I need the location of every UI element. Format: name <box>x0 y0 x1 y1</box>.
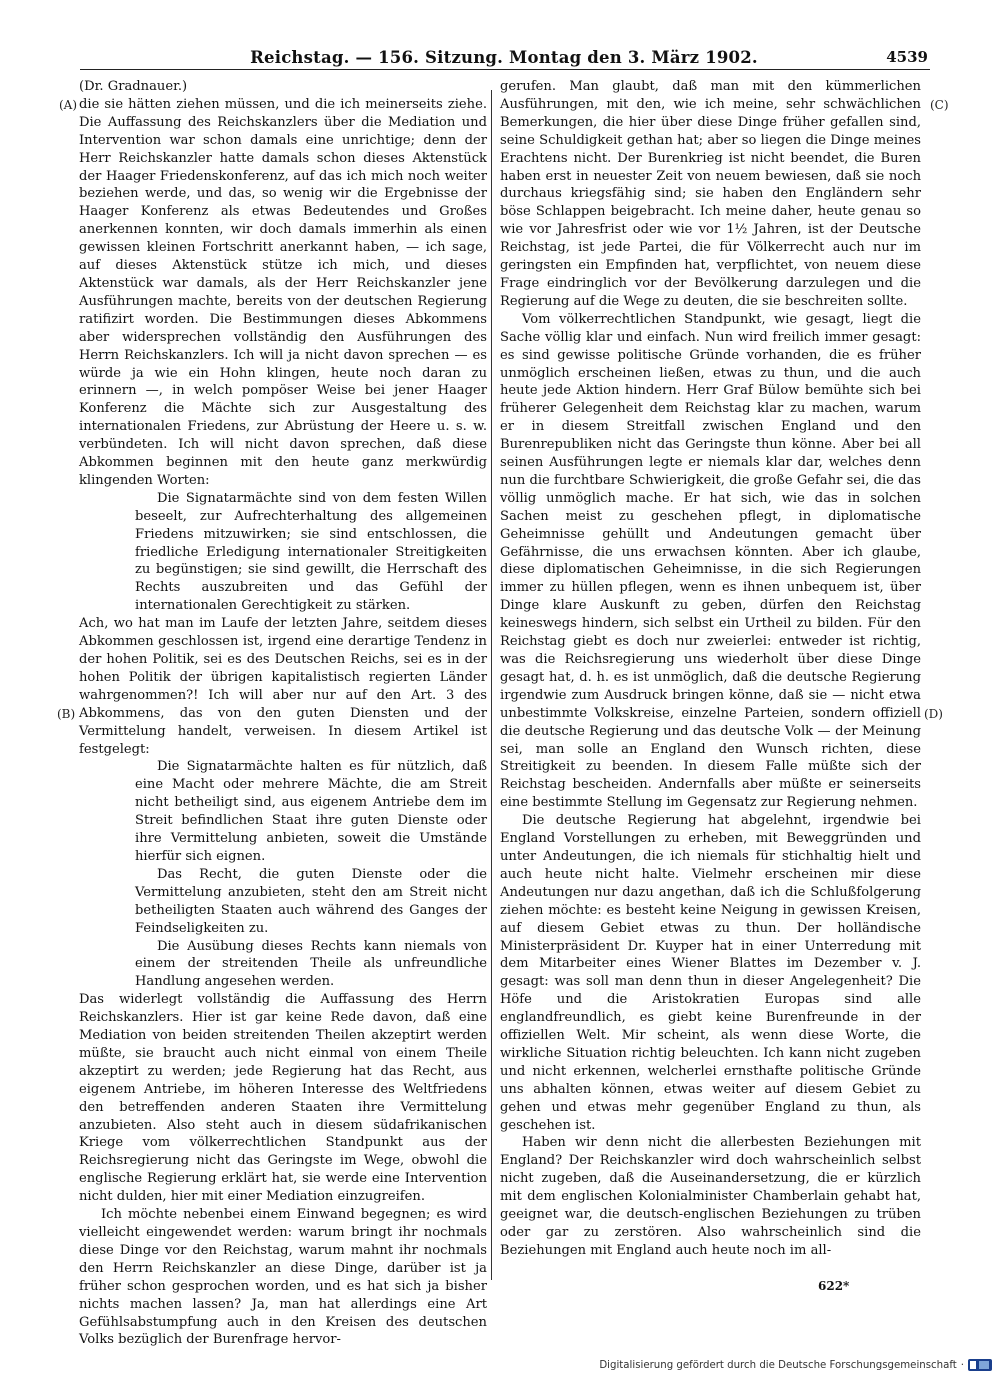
margin-marker-b: (B) <box>57 707 76 721</box>
dfg-logo-icon <box>968 1359 992 1371</box>
page-number: 4539 <box>886 48 928 66</box>
margin-marker-c: (C) <box>930 98 949 112</box>
paragraph: Die deutsche Regierung hat abgelehnt, irgendwie bei England Vorstellungen zu erheben, mit Beweggründen und unter Andeutungen, die ich niemals für stichhaltig hielt und auch heute nicht halte. Vielmehr erscheinen mir diese Andeutungen nur dazu angethan, daß ich die Schlußfolgerung ziehen möchte: es besteht keine Neigung in gewissen Kreisen, auf diesem Gebiet etwas zu thun. Der holländische Ministerpräsident Dr. Kuyper hat in einer Unterredung mit dem Mitarbeiter eines Wiener Blattes im Dezember v. J. gesagt: was soll man denn thun in dieser Angelegenheit? Die Höfe und die Aristokratien Europas sind alle englandfreundlich, es giebt keine Burenfreunde in der offiziellen Welt. Mir scheint, als wenn diese Worte, die wirkliche Situation richtig beleuchten. Ich kann nicht zugeben und nicht erkennen, welcherlei ernsthafte politische Gründe uns abhalten können, etwas weiter auf diesem Gebiet zu gehen und etwas mehr gegenüber England zu thun, als geschehen ist. <box>500 813 921 1133</box>
paragraph: gerufen. Man glaubt, daß man mit den kümmerlichen Ausführungen, mit den, wie ich meine, sehr schwächlichen Bemerkungen, die hier über diese Dinge früher gefallen sind, seine Schuldigkeit gethan hat; aber so liegen die Dinge meines Erachtens nicht. Der Burenkrieg ist nicht beendet, die Buren haben erst in neuester Zeit von neuem bewiesen, daß sie noch durchaus kriegsfähig sind; sie haben den Engländern sehr böse Schlappen beigebracht. Ich meine daher, heute genau so wie vor Jahresfrist oder wie vor 1½ Jahren, ist der Deutsche Reichstag, ist jede Partei, die für Völkerrecht auch nur im geringsten ein Empfinden hat, verpflichtet, von neuem diese Frage eindringlich vor der Bevölkerung darzulegen und die Regierung auf die Wege zu deuten, die sie beschreiten sollte. <box>500 79 921 309</box>
paragraph: Das widerlegt vollständig die Auffassung des Herrn Reichskanzlers. Hier ist gar keine Rede davon, daß eine Mediation von beiden streitenden Theilen akzeptirt werden müßte, sie braucht auch nicht einmal von einem Theile akzeptirt zu werden; jede Regierung hat das Recht, aus eigenem Antriebe, im höheren Interesse des Weltfriedens den betreffenden anderen Staaten ihre Vermittelung anzubieten. Also steht auch in diesem südafrikanischen Kriege vom völkerrechtlichen Standpunkt aus der Reichsregierung nicht das Geringste im Wege, obwohl die englische Regierung erklärt hat, sie werde eine Intervention nicht dulden, hier mit einer Mediation einzugreifen. <box>79 992 487 1205</box>
block-quote: Die Signatarmächte sind von dem festen Willen beseelt, zur Aufrechterhaltung des allgemeinen Friedens mitzuwirken; sie sind entschlossen, die friedliche Erledigung internationaler Streitigkeiten zu begünstigen; sie sind gewillt, die Herrschaft des Rechts auszubreiten und das Gefühl der internationalen Gerechtigkeit zu stärken. <box>135 490 487 614</box>
margin-marker-d: (D) <box>924 707 943 721</box>
right-column <box>500 78 921 1260</box>
block-quote: Die Ausübung dieses Rechts kann niemals von einem der streitenden Theile als unfreundliche Handlung angesehen werden. <box>135 938 487 990</box>
paragraph: Ich möchte nebenbei einem Einwand begegnen; es wird vielleicht eingewendet werden: warum bringt ihr nochmals diese Dinge vor den Reichstag, warum mahnt ihr nochmals den Herrn Reichskanzler an diese Dinge, darüber ist ja früher schon gesprochen worden, und es hat sich ja bisher nichts machen lassen? Ja, man hat allerdings eine Art Gefühlsabstumpfung auch in den Kreisen des deutschen Volks bezüglich der Burenfrage hervor- <box>79 1207 487 1348</box>
block-quote: Das Recht, die guten Dienste oder die Vermittelung anzubieten, steht den am Streit nicht betheiligten Staaten auch während des Ganges der Feindseligkeiten zu. <box>135 866 487 936</box>
column-divider <box>491 90 492 1280</box>
speaker-label: (Dr. Gradnauer.) <box>79 79 188 94</box>
digitization-credit: Digitalisierung gefördert durch die Deutsche Forschungsgemeinschaft · <box>599 1357 992 1373</box>
header-title: Reichstag. — 156. Sitzung. Montag den 3. März 1902. <box>250 48 758 67</box>
header-rule <box>80 69 930 70</box>
sheet-number: 622* <box>818 1279 850 1293</box>
margin-marker-a: (A) <box>59 98 78 112</box>
paragraph: Ach, wo hat man im Laufe der letzten Jahre, seitdem dieses Abkommen geschlossen ist, irgend eine derartige Tendenz in der hohen Politik, sei es des Deutschen Reichs, sei es in der hohen Politik der übrigen kapitalistisch regierten Länder wahrgenommen?! Ich will aber nur auf den Art. 3 des Abkommens, das von den guten Diensten und der Vermittelung handelt, verweisen. In diesem Artikel ist festgelegt: <box>79 616 487 757</box>
digitization-note: Digitalisierung gefördert durch die Deutsche Forschungsgemeinschaft <box>599 1359 957 1371</box>
paragraph: die sie hätten ziehen müssen, und die ich meinerseits ziehe. Die Auffassung des Reichskanzlers über die Mediation und Intervention war schon damals eine unrichtige; denn der Herr Reichskanzler hatte damals schon dieses Aktenstück der Haager Friedenskonferenz, auf das ich mich noch weiter beziehen werde, und das, so wenig wir die Ergebnisse der Haager Konferenz als etwas Bedeutendes und Großes anerkennen konnten, wir doch damals immerhin als einen gewissen kleinen Fortschritt anerkannt haben, — ich sage, auf dieses Aktenstück stütze ich mich, und dieses Aktenstück war damals, als der Herr Reichskanzler jene Ausführungen machte, bereits von der deutschen Regierung ratifizirt worden. Die Bestimmungen dieses Abkommens aber widersprechen vollständig den Ausführungen des Herrn Reichskanzlers. Ich will ja nicht davon sprechen — es würde ja wie ein Hohn klingen, heute noch daran zu erinnern —, in welch pompöser Weise bei jener Haager Konferenz die Mächte sich zur Ausgestaltung des internationalen Friedens, zur Abrüstung der Heere u. s. w. verbündeten. Ich will nicht davon sprechen, daß diese Abkommen beginnen mit den heute ganz merkwürdig klingenden Worten: <box>79 96 487 488</box>
paragraph: Haben wir denn nicht die allerbesten Beziehungen mit England? Der Reichskanzler wird doch wahrscheinlich selbst nicht zugeben, daß die Auseinandersetzung, die er kürzlich mit dem englischen Kolonialminister Chamberlain gehabt hat, geeignet war, die deutsch-englischen Beziehungen zu trüben oder gar zu zerstören. Also wahrscheinlich sind die Beziehungen mit England auch heute noch im all- <box>500 1135 921 1258</box>
left-column <box>79 78 487 1349</box>
paragraph: Vom völkerrechtlichen Standpunkt, wie gesagt, liegt die Sache völlig klar und einfach. Nun wird freilich immer gesagt: es sind gewisse politische Gründe vorhanden, die es früher unmöglich erscheinen ließen, etwas zu thun, und die auch heute jede Aktion hindern. Herr Graf Bülow bemühte sich bei früherer Gelegenheit dem Reichstag klar zu machen, warum er in diesem Streitfall zwischen England und den Burenrepubliken nicht das Geringste thun könne. Aber bei all seinen Ausführungen legte er niemals klar dar, welches denn nun die furchtbare Schwierigkeit, die große Gefahr sei, die das völlig unmöglich mache. Er hat sich, wie das in solchen Sachen meist zu geschehen pflegt, in diplomatische Geheimnisse gehüllt und Andeutungen gemacht über Gefährnisse, die uns erwachsen könnten. Aber ich glaube, diese diplomatischen Geheimnisse, in die sich Regierungen immer zu hüllen pflegen, wenn es ihnen unbequem ist, über Dinge klare Auskunft zu geben, dürfen den Reichstag keineswegs hindern, sich selbst ein Urtheil zu bilden. Für den Reichstag giebt es doch nur zweierlei: entweder ist richtig, was die Reichsregierung uns wiederholt über diese Dinge gesagt hat, d. h. es ist unmöglich, daß die deutsche Regierung irgendwie zum Ausdruck bringen könne, daß sie — nicht etwa unbestimmte Volkskreise, einzelne Parteien, sondern offiziell die deutsche Regierung und das deutsche Volk — der Meinung sei, man solle an England den Wunsch richten, diese Streitigkeit zu beenden. In diesem Falle müßte sich der Reichstag bescheiden. Andernfalls aber müßte er seinerseits eine bestimmte Stellung im Gegensatz zur Regierung nehmen. <box>500 311 921 811</box>
block-quote: Die Signatarmächte halten es für nützlich, daß eine Macht oder mehrere Mächte, die am Streit nicht betheiligt sind, aus eigenem Antriebe dem im Streit befindlichen Staat ihre guten Dienste oder ihre Vermittelung anbieten, soweit die Umstände hierfür sich eignen. <box>135 759 487 864</box>
